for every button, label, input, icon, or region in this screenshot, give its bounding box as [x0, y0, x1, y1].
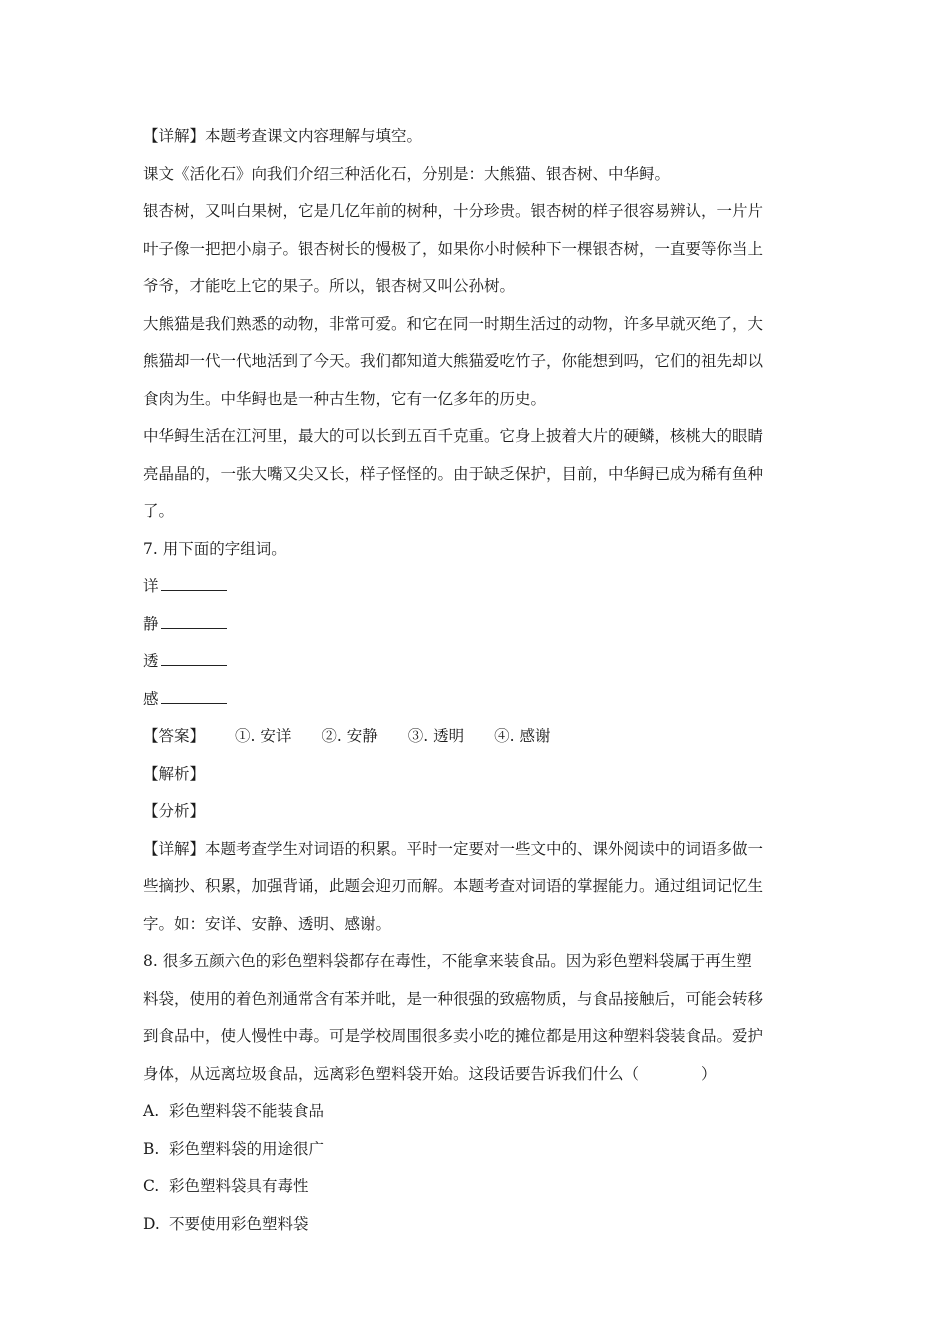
q6-detail-text: 爷爷，才能吃上它的果子。所以，银杏树又叫公孙树。	[143, 277, 516, 295]
q7-stem: 7. 用下面的字组词。	[143, 539, 287, 558]
analysis-label: 【解析】	[143, 764, 206, 783]
q7-blank	[161, 575, 227, 591]
option-key: C.	[143, 1177, 160, 1195]
option-key: B.	[143, 1139, 160, 1158]
q6-detail-text: 了。	[143, 502, 175, 520]
q8-stem: 到食品中，使人慢性中毒。可是学校周围很多卖小吃的摊位都是用这种塑料袋装食品。爱护	[143, 1027, 764, 1045]
option-text: 彩色塑料袋具有毒性	[169, 1177, 309, 1195]
option-text: 不要使用彩色塑料袋	[169, 1214, 309, 1233]
q8-stem-paren-close: ）	[701, 1064, 717, 1083]
q8-option-d[interactable]	[143, 1206, 813, 1244]
q8-stem: 8. 很多五颜六色的彩色塑料袋都存在毒性，不能拿来装食品。因为彩色塑料袋属于再生塑	[143, 952, 752, 970]
q7-answer-row	[143, 718, 813, 756]
q6-detail-heading: 【详解】本题考查课文内容理解与填空。	[143, 127, 423, 145]
q7-detail-text: 字。如：安详、安静、透明、感谢。	[143, 914, 392, 933]
q6-detail-text: 食肉为生。中华鲟也是一种古生物，它有一亿多年的历史。	[143, 389, 547, 408]
q6-detail-text: 银杏树，又叫白果树，它是几亿年前的树种，十分珍贵。银杏树的样子很容易辨认，一片片	[143, 202, 764, 220]
q7-char-row	[143, 606, 813, 644]
option-text: 彩色塑料袋不能装食品	[169, 1102, 325, 1120]
q8-stem: 料袋，使用的着色剂通常含有苯并吡，是一种很强的致癌物质，与食品接触后，可能会转移	[143, 989, 764, 1008]
answer-label: 【答案】	[143, 727, 206, 745]
q7-char: 静	[143, 614, 159, 633]
q8-option-b[interactable]	[143, 1131, 813, 1169]
q7-detail-text: 【详解】本题考查学生对词语的积累。平时一定要对一些文中的、课外阅读中的词语多做一	[143, 839, 764, 858]
option-text: 彩色塑料袋的用途很广	[169, 1139, 325, 1158]
q6-detail-text: 叶子像一把把小扇子。银杏树长的慢极了，如果你小时候种下一棵银杏树，一直要等你当上	[143, 239, 764, 258]
q7-answer: ①. 安详	[235, 727, 292, 745]
q7-answer: ④. 感谢	[494, 727, 551, 745]
q6-detail-text: 大熊猫是我们熟悉的动物，非常可爱。和它在同一时期生活过的动物，许多早就灭绝了，大	[143, 314, 764, 333]
q7-blank	[161, 613, 227, 629]
q7-char-row	[143, 681, 813, 719]
q7-answer: ②. 安静	[321, 727, 378, 745]
q7-char-row	[143, 568, 813, 606]
q6-detail-text: 中华鲟生活在江河里，最大的可以长到五百千克重。它身上披着大片的硬鳞，核桃大的眼睛	[143, 427, 764, 445]
q8-stem-text: 身体，从远离垃圾食品，远离彩色塑料袋开始。这段话要告诉我们什么（	[143, 1064, 640, 1083]
q8-stem	[143, 1056, 813, 1094]
q7-blank	[161, 650, 227, 666]
q7-answer: ③. 透明	[407, 727, 465, 745]
fenxi-label: 【分析】	[143, 802, 206, 820]
q7-char: 感	[143, 689, 159, 708]
q6-detail-text: 课文《活化石》向我们介绍三种活化石，分别是：大熊猫、银杏树、中华鲟。	[143, 164, 671, 183]
q7-char-row	[143, 643, 813, 681]
q7-char: 详	[143, 577, 159, 595]
q7-blank	[161, 688, 227, 704]
q8-option-a[interactable]	[143, 1093, 813, 1131]
q7-detail-text: 些摘抄、积累，加强背诵，此题会迎刃而解。本题考查对词语的掌握能力。通过组词记忆生	[143, 877, 764, 895]
document-page	[143, 118, 813, 1243]
q6-detail-text: 亮晶晶的，一张大嘴又尖又长，样子怪怪的。由于缺乏保护，目前，中华鲟已成为稀有鱼种	[143, 464, 764, 483]
q7-char: 透	[143, 652, 159, 670]
q6-detail-text: 熊猫却一代一代地活到了今天。我们都知道大熊猫爱吃竹子，你能想到吗，它们的祖先却以	[143, 352, 764, 370]
q8-option-c[interactable]	[143, 1168, 813, 1206]
option-key: A.	[143, 1102, 160, 1120]
option-key: D.	[143, 1214, 160, 1233]
